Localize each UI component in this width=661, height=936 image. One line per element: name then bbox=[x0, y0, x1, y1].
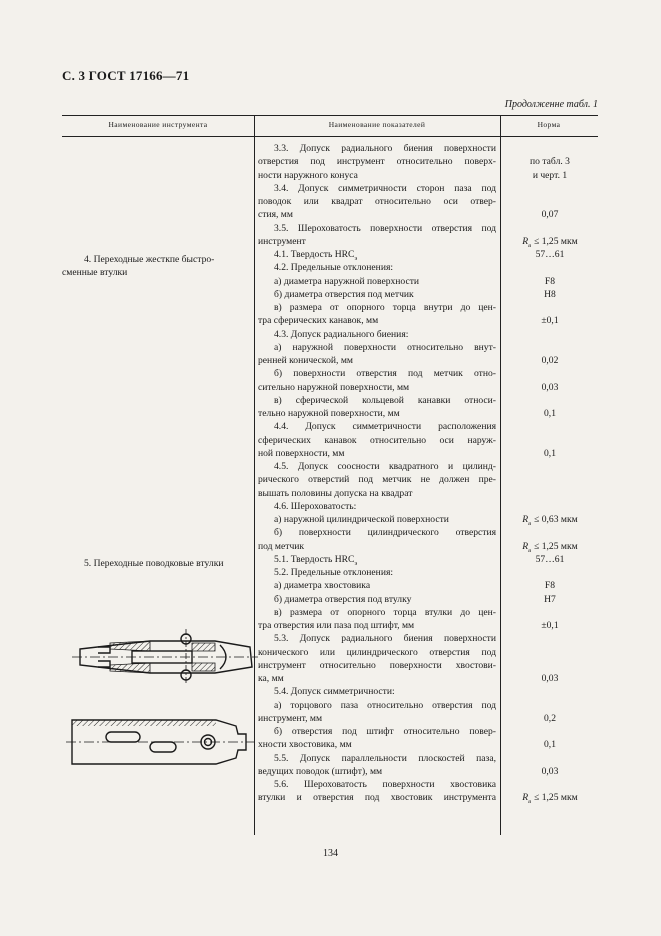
norm-value: F8 bbox=[544, 580, 556, 592]
indicator-line: конического или цилиндрического отверстия под bbox=[258, 646, 496, 658]
indicator-line: 4.6. Шероховатость: bbox=[274, 500, 357, 512]
table-top-rule bbox=[62, 115, 598, 116]
indicator-line: 3.3. Допуск радиального биения поверхности bbox=[274, 143, 496, 154]
norm-value-text: ≤ 1,25 мкм bbox=[534, 792, 578, 804]
norm-value-text: ≤ 0,63 мкм bbox=[534, 514, 578, 525]
norm-value-text: ≤ 1,25 мкм bbox=[534, 235, 578, 247]
indicator-line: 5.1. Твердость $HRC_э$ bbox=[274, 553, 358, 567]
indicator-line: б) диаметра отверстия под втулку bbox=[274, 593, 412, 605]
roughness-subscript: a bbox=[528, 798, 532, 806]
norm-value: H8 bbox=[544, 288, 556, 300]
indicator-line: 3.5. Шероховатость поверхности отверстия под bbox=[274, 222, 496, 234]
indicator-line: 5.3. Допуск радиального биения поверхности bbox=[274, 633, 496, 645]
norm-value: 0,02 bbox=[541, 355, 559, 366]
norm-value-text: ≤ 1,25 мкм bbox=[534, 540, 578, 552]
indicator-line: 4.4. Допуск симметричности расположения bbox=[274, 421, 496, 433]
indicator-line: 3.4. Допуск симметричности сторон паза под bbox=[274, 182, 496, 194]
norm-value: ±0,1 bbox=[541, 620, 559, 631]
document-header: С. 3 ГОСТ 17166—71 bbox=[62, 68, 190, 83]
indicator-line: 5.2. Предельные отклонения: bbox=[274, 567, 394, 578]
tool-4-line-2: сменные втулки bbox=[62, 267, 128, 279]
norm-value: 0,1 bbox=[544, 408, 556, 419]
indicator-line: ренней конической, мм bbox=[258, 355, 353, 366]
roughness-subscript: a bbox=[528, 519, 532, 527]
roughness-symbol: R bbox=[522, 235, 529, 247]
indicator-line: а) наружной цилиндрической поверхности bbox=[274, 514, 449, 525]
drive-bushing-side-view-drawing bbox=[66, 714, 256, 770]
indicator-line: в) размера от опорного торца втулки до цен- bbox=[274, 606, 496, 618]
indicator-line: инструмент относительно поверхности хвостови- bbox=[258, 659, 496, 671]
drive-bushing-section-drawing bbox=[70, 625, 260, 697]
indicator-line: сительно наружной поверхности, мм bbox=[258, 381, 410, 393]
indicator-line: 5.6. Шероховатость поверхности хвостовика bbox=[274, 779, 496, 790]
indicator-line: а) торцового паза относительно отверстия под bbox=[274, 699, 496, 711]
norm-value: 57…61 bbox=[535, 553, 565, 565]
indicator-line: ка, мм bbox=[258, 673, 284, 684]
norm-value bbox=[502, 236, 598, 249]
column-header-instrument: Наименование инструмента bbox=[108, 120, 208, 129]
indicator-line: тра сферических канавок, мм bbox=[258, 315, 379, 327]
norm-value: по табл. 3 bbox=[530, 156, 570, 168]
indicator-line: вышать половины допуска на квадрат bbox=[258, 487, 413, 499]
indicator-line: в) сферической кольцевой канавки относи- bbox=[274, 394, 496, 406]
hrc-subscript: э bbox=[354, 254, 358, 262]
tool-5-line-1: 5. Переходные поводковые втулки bbox=[84, 558, 224, 569]
indicator-line: 4.2. Предельные отклонения: bbox=[274, 262, 394, 274]
norm-value: 0,1 bbox=[544, 739, 556, 751]
norm-value bbox=[502, 792, 598, 805]
norm-value: 57…61 bbox=[535, 249, 565, 260]
indicator-line: ведущих поводок (штифт), мм bbox=[258, 765, 383, 777]
indicator-line: под метчик bbox=[258, 540, 305, 552]
norm-value: 0,03 bbox=[541, 673, 559, 684]
norm-value: 0,2 bbox=[544, 712, 556, 724]
roughness-subscript: a bbox=[528, 546, 532, 554]
column-header-indicators: Наименование показателей bbox=[328, 120, 426, 129]
column-header-norm: Норма bbox=[537, 120, 561, 129]
indicator-line: поводок или квадрат относительно оси отвер- bbox=[258, 196, 496, 207]
indicator-line: б) диаметра отверстия под метчик bbox=[274, 288, 414, 300]
tool-4-line-1: 4. Переходные жесткпе быстро- bbox=[84, 254, 215, 265]
norm-value: ±0,1 bbox=[541, 315, 559, 327]
indicator-line: 4.3. Допуск радиального биения: bbox=[274, 328, 409, 340]
indicator-line: б) отверстия под штифт относительно повер- bbox=[274, 726, 496, 737]
indicator-line: рического отверстий под метчик не должен пре- bbox=[258, 474, 496, 486]
tool-5-name bbox=[62, 557, 246, 570]
norm-value: F8 bbox=[544, 275, 556, 287]
indicator-line: 4.5. Допуск соосности квадратного и цилинд- bbox=[274, 461, 496, 472]
indicator-line: инструмент bbox=[258, 235, 306, 247]
indicator-line: а) диаметра хвостовика bbox=[274, 580, 371, 592]
indicator-line: а) наружной поверхности относительно внут- bbox=[274, 341, 496, 353]
indicator-line: сферических канавок относительно оси наруж- bbox=[258, 434, 496, 446]
roughness-symbol: R bbox=[522, 514, 529, 525]
indicator-line: в) размера от опорного торца внутри до цен- bbox=[274, 302, 496, 313]
norm-value: 0,03 bbox=[541, 765, 559, 777]
indicator-line: 5.5. Допуск параллельности плоскостей паза, bbox=[274, 752, 496, 764]
indicator-line: стия, мм bbox=[258, 209, 293, 221]
norm-value: 0,07 bbox=[541, 209, 559, 221]
indicator-line: б) поверхности отверстия под метчик отно- bbox=[274, 368, 496, 380]
indicator-line: втулки и отверстия под хвостовик инструмента bbox=[258, 792, 496, 804]
roughness-symbol: R bbox=[522, 540, 529, 552]
indicator-line: тра отверстия или паза под штифт, мм bbox=[258, 620, 415, 631]
norm-value bbox=[502, 541, 598, 554]
indicator-line: хности хвостовика, мм bbox=[258, 739, 352, 751]
indicator-line: ности наружного конуса bbox=[258, 169, 358, 181]
column-divider-2 bbox=[500, 115, 501, 835]
tool-4-name bbox=[62, 253, 246, 280]
indicator-line: 5.4. Допуск симметричности: bbox=[274, 686, 395, 698]
indicator-line: отверстия под инструмент относительно поверх- bbox=[258, 156, 496, 168]
indicator-line: инструмент, мм bbox=[258, 712, 323, 724]
roughness-symbol: R bbox=[522, 792, 529, 804]
norm-value: 0,1 bbox=[544, 447, 556, 459]
table-header-rule bbox=[62, 136, 598, 137]
norm-value: H7 bbox=[544, 593, 556, 605]
page-number: 134 bbox=[323, 848, 338, 859]
hrc-subscript: э bbox=[354, 559, 358, 567]
norm-value bbox=[502, 514, 598, 527]
table-continuation-caption: Продолженне табл. 1 bbox=[504, 99, 598, 110]
indicator-line: тельно наружной поверхности, мм bbox=[258, 408, 400, 419]
norm-value: и черт. 1 bbox=[532, 169, 568, 181]
norm-value: 0,03 bbox=[541, 381, 559, 393]
indicator-line: б) поверхности цилиндрического отверстия bbox=[274, 527, 496, 539]
indicator-line: 4.1. Твердость $HRC_э$ bbox=[274, 249, 358, 262]
indicator-line: ной поверхности, мм bbox=[258, 447, 345, 459]
roughness-subscript: a bbox=[528, 241, 532, 249]
indicator-line: а) диаметра наружной поверхности bbox=[274, 275, 420, 287]
